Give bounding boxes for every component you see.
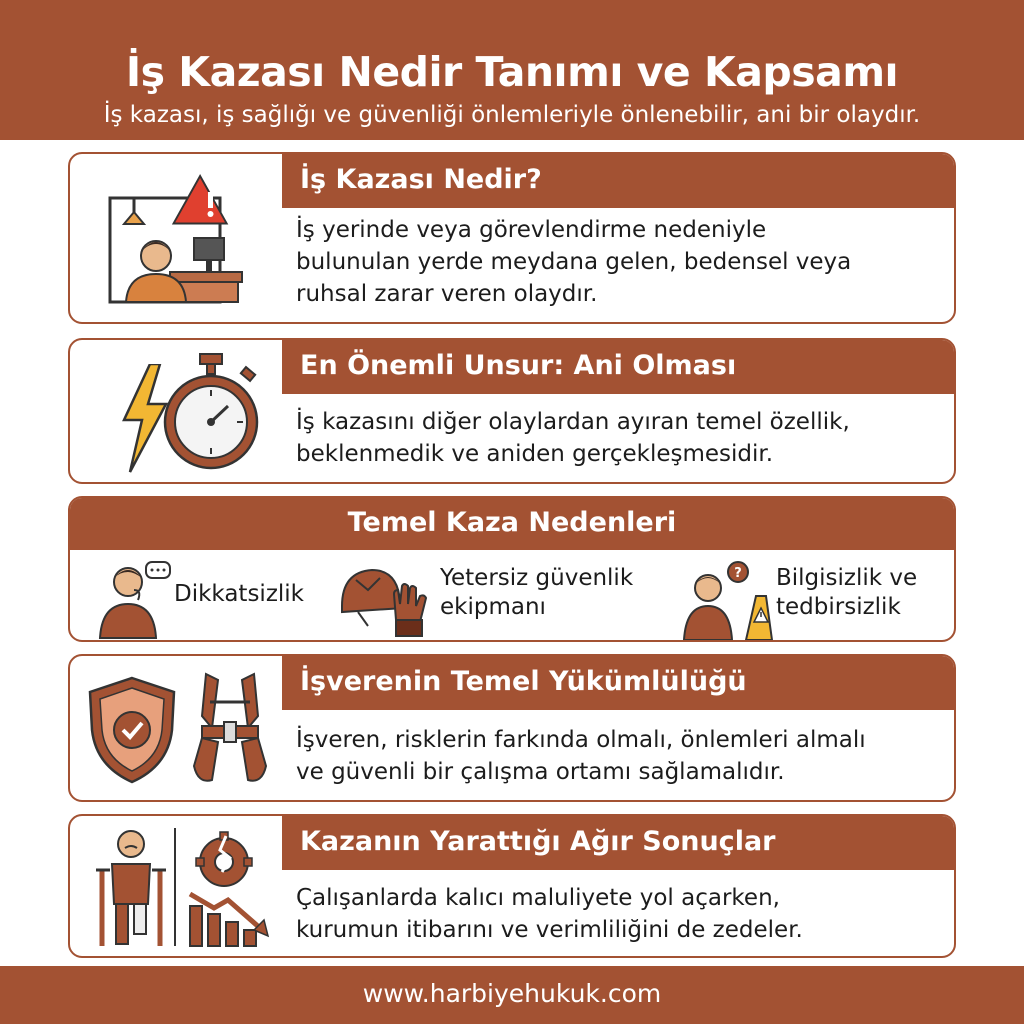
card-consequences (68, 814, 956, 958)
text-line: kurumun itibarını ve verimliliğini de zedeler. (296, 917, 803, 943)
card-consequences-icons (70, 816, 282, 956)
header-banner (0, 0, 1024, 140)
confused-worker-wet-floor-sign-icon (682, 560, 774, 642)
cause-line: Bilgisizlik ve (776, 565, 918, 591)
cause-item (338, 552, 668, 642)
page-subtitle: İş kazası, iş sağlığı ve güvenliği önlemleriyle önlenebilir, ani bir olaydır. (103, 102, 921, 128)
cause-item (90, 552, 350, 642)
cause-item (682, 552, 952, 642)
helmet-gloves-icon (338, 560, 430, 640)
card-definition (68, 152, 956, 324)
stopwatch-icon (156, 352, 266, 472)
text-line: beklenmedik ve aniden gerçekleşmesidir. (296, 441, 774, 467)
svg-text:?: ? (734, 566, 742, 581)
cause-label (440, 564, 633, 622)
card-consequences-text (296, 882, 940, 946)
text-line: İş kazasını diğer olaylardan ayıran temel özellik, (296, 409, 850, 435)
safety-harness-icon (188, 672, 272, 788)
card-definition-icons (70, 154, 282, 322)
cause-line: Yetersiz güvenlik (440, 565, 634, 591)
injured-worker-crutches-icon (96, 828, 166, 948)
text-line: ve güvenli bir çalışma ortamı sağlamalıdır. (296, 759, 785, 785)
card-suddenness-title: En Önemli Unsur: Ani Olması (282, 338, 956, 394)
page-title: İş Kazası Nedir Tanımı ve Kapsamı (125, 48, 899, 96)
card-causes-title: Temel Kaza Nedenleri (68, 496, 956, 550)
cause-line: ekipmanı (440, 594, 546, 620)
card-employer-duty (68, 654, 956, 802)
card-causes (68, 496, 956, 642)
cause-line: Dikkatsizlik (174, 581, 304, 607)
text-line: Çalışanlarda kalıcı maluliyete yol açarken, (296, 885, 780, 911)
distracted-worker-icon (94, 560, 174, 640)
text-line: ruhsal zarar veren olaydır. (296, 281, 598, 307)
card-suddenness (68, 338, 956, 484)
text-line: İşveren, risklerin farkında olmalı, önlemleri almalı (296, 727, 866, 753)
icon-divider (174, 828, 176, 946)
card-employer-duty-text (296, 724, 940, 788)
text-line: İş yerinde veya görevlendirme nedeniyle (296, 217, 767, 243)
card-consequences-title: Kazanın Yarattığı Ağır Sonuçlar (282, 814, 956, 870)
shield-check-icon (84, 674, 180, 786)
cause-line: tedbirsizlik (776, 594, 901, 620)
card-definition-title: İş Kazası Nedir? (282, 152, 956, 208)
footer-banner (0, 966, 1024, 1024)
broken-gear-decline-chart-icon (184, 828, 274, 948)
text-line: bulunulan yerde meydana gelen, bedensel veya (296, 249, 852, 275)
card-employer-duty-icons (70, 656, 282, 800)
card-suddenness-icons (70, 340, 282, 482)
worker-at-desk-icon (106, 168, 256, 308)
card-definition-text (296, 214, 940, 310)
card-suddenness-text (296, 406, 940, 470)
website-url: www.harbiyehukuk.com (362, 979, 662, 1008)
card-employer-duty-title: İşverenin Temel Yükümlülüğü (282, 654, 956, 710)
cause-label (174, 580, 304, 609)
cause-label (776, 564, 917, 622)
